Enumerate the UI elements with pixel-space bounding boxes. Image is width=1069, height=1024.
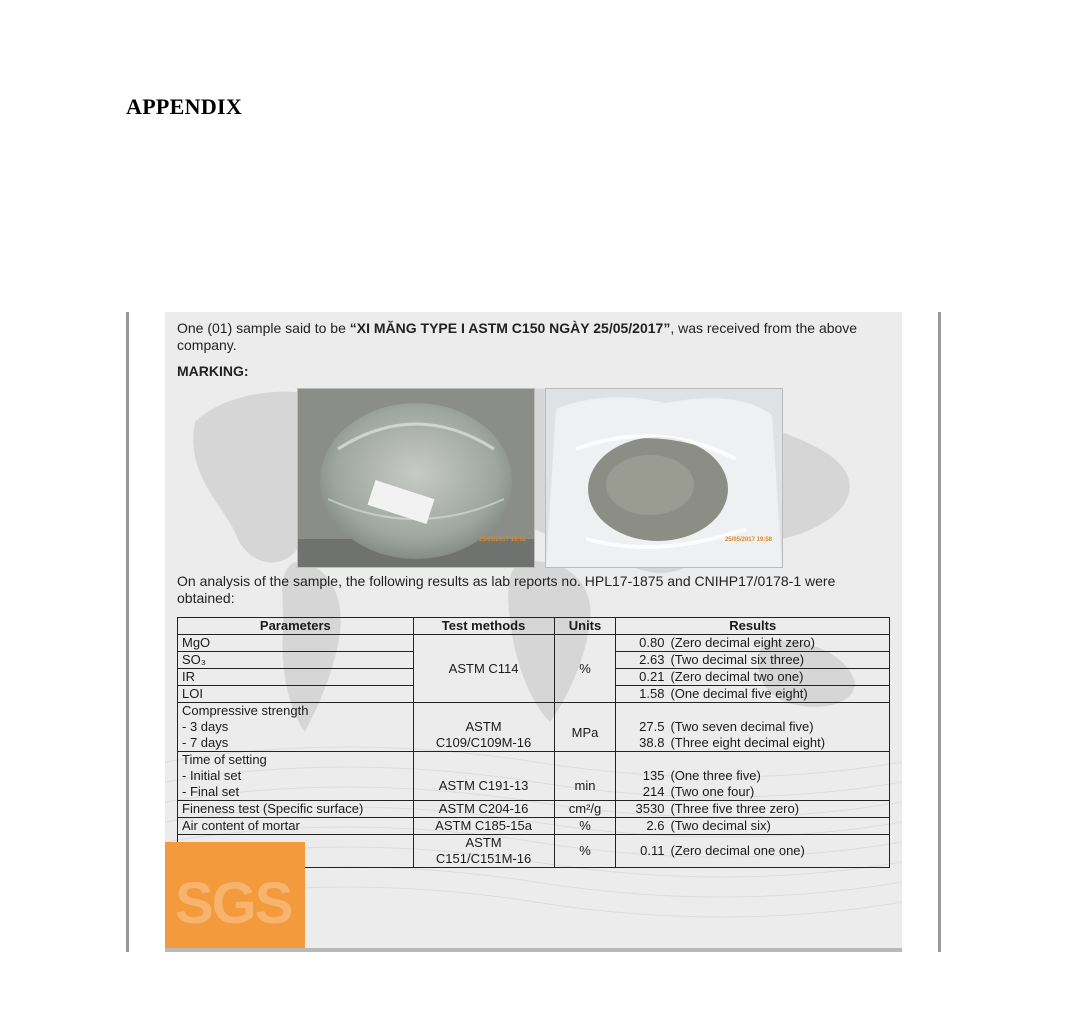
param-sub: - Final set <box>182 784 240 799</box>
table-row <box>178 752 890 801</box>
result-words: (Two seven decimal five) <box>670 719 814 734</box>
param-cell: LOI <box>178 686 414 703</box>
unit-cell: % <box>554 818 616 835</box>
table-header-row <box>178 618 890 635</box>
result-value: 214 <box>642 784 665 799</box>
unit-text: MPa <box>571 725 599 740</box>
param-sub: - Initial set <box>182 768 242 783</box>
result-words: (Three eight decimal eight) <box>670 735 826 750</box>
page-heading: APPENDIX <box>126 94 243 119</box>
result-cell <box>616 835 890 868</box>
result-words: (Zero decimal two one) <box>670 669 804 684</box>
method-cell <box>413 835 554 868</box>
result-cell <box>616 635 890 652</box>
result-value: 1.58 <box>639 686 665 701</box>
page-right-rule <box>938 312 941 952</box>
method-line: ASTM <box>465 835 502 850</box>
photo-date-stamp: 25/05/2017 19:52 <box>478 537 526 543</box>
result-cell <box>616 752 890 801</box>
result-value: 135 <box>642 768 665 783</box>
sample-photo-bag <box>297 388 535 568</box>
unit-text: min <box>574 778 596 793</box>
method-line: ASTM C191-13 <box>438 778 529 793</box>
result-value: 0.21 <box>639 669 665 684</box>
method-cell <box>413 752 554 801</box>
table-row <box>178 818 890 835</box>
sample-name: “XI MĂNG TYPE I ASTM C150 NGÀY 25/05/2017” <box>349 320 671 336</box>
page-left-rule <box>126 312 129 952</box>
param-title: Compressive strength <box>182 703 309 718</box>
result-words: (Zero decimal one one) <box>670 843 805 858</box>
sample-photo-powder <box>545 388 783 568</box>
result-cell <box>616 801 890 818</box>
param-title: Time of setting <box>182 752 267 767</box>
result-words: (Three five three zero) <box>670 801 800 816</box>
unit-cell: % <box>554 835 616 868</box>
result-value: 2.63 <box>639 652 665 667</box>
result-cell <box>616 686 890 703</box>
param-cell <box>178 703 414 752</box>
result-words: (Zero decimal eight zero) <box>670 635 815 650</box>
result-value: 2.6 <box>646 818 665 833</box>
unit-cell: cm²/g <box>554 801 616 818</box>
sgs-logo <box>165 842 305 952</box>
result-value: 0.11 <box>640 843 665 858</box>
method-cell <box>413 703 554 752</box>
result-words: (Two decimal six three) <box>670 652 805 667</box>
method-line: ASTM <box>465 719 502 734</box>
header-parameters: Parameters <box>178 618 414 635</box>
result-cell <box>616 703 890 752</box>
method-cell: ASTM C185-15a <box>413 818 554 835</box>
result-cell <box>616 652 890 669</box>
result-value: 0.80 <box>639 635 665 650</box>
result-words: (Two decimal six) <box>670 818 771 833</box>
result-cell <box>616 818 890 835</box>
result-value: 27.5 <box>639 719 665 734</box>
result-cell <box>616 669 890 686</box>
param-sub: - 7 days <box>182 735 229 750</box>
table-row <box>178 801 890 818</box>
param-cell: Air content of mortar <box>178 818 414 835</box>
sample-intro <box>177 320 892 354</box>
param-cell: MgO <box>178 635 414 652</box>
unit-cell: % <box>554 635 616 703</box>
header-test-methods: Test methods <box>413 618 554 635</box>
param-sub: - 3 days <box>182 719 229 734</box>
table-row <box>178 635 890 652</box>
results-table <box>177 617 890 868</box>
logo-text: SGS <box>175 871 292 936</box>
marking-label: MARKING: <box>177 363 249 379</box>
result-value: 3530 <box>635 801 665 816</box>
table-row <box>178 703 890 752</box>
method-cell: ASTM C114 <box>413 635 554 703</box>
method-line: C109/C109M-16 <box>435 735 532 750</box>
result-value: 38.8 <box>639 735 665 750</box>
intro-prefix: One (01) sample said to be <box>177 320 350 336</box>
unit-cell <box>554 703 616 752</box>
result-words: (One decimal five eight) <box>670 686 808 701</box>
param-cell: IR <box>178 669 414 686</box>
method-cell: ASTM C204-16 <box>413 801 554 818</box>
method-line: C151/C151M-16 <box>435 851 532 866</box>
header-units: Units <box>554 618 616 635</box>
result-words: (Two one four) <box>670 784 755 799</box>
photo-date-stamp: 25/05/2017 19:58 <box>724 537 772 543</box>
scanned-report <box>165 312 902 952</box>
intro-suffix: , was received from the above company. <box>177 320 858 353</box>
param-cell: Fineness test (Specific surface) <box>178 801 414 818</box>
header-results: Results <box>616 618 890 635</box>
result-words: (One three five) <box>670 768 761 783</box>
param-cell <box>178 752 414 801</box>
results-intro: On analysis of the sample, the following results as lab reports no. HPL17-1875 and CNIHP17/0178-1 were obtained: <box>177 573 836 606</box>
unit-cell <box>554 752 616 801</box>
scan-bottom-edge <box>165 948 902 952</box>
param-cell: SO₃ <box>178 652 414 669</box>
